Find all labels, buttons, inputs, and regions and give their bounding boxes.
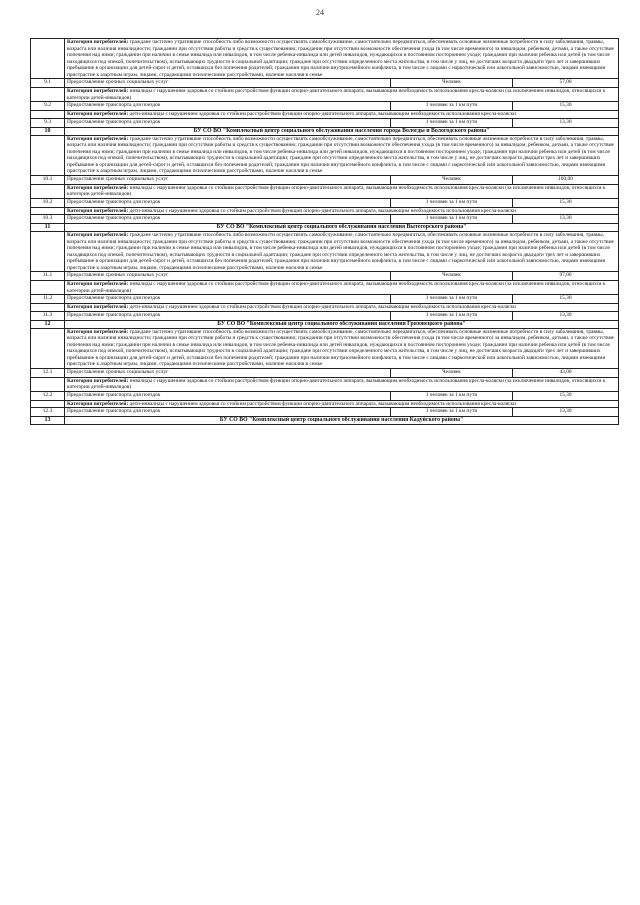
service-row: [31, 368, 619, 377]
service-row: [31, 175, 619, 184]
service-unit: Человек: [391, 272, 513, 281]
category-label: Категория потребителей:: [67, 377, 129, 384]
service-unit: 1 человек за 1 км пути: [391, 311, 513, 320]
service-row: [31, 272, 619, 281]
category-text: инвалиды с нарушением здоровья со стойким расстройством функции опорно-двигательного аппарата, вызывающим необходимость использования кресла-коляски (за исключением инвалидов, относящихся к категории детей-инвалидов): [67, 377, 606, 391]
service-row: [31, 118, 619, 127]
service-name: Предоставление транспорта для поездок: [65, 118, 391, 127]
service-number: 12.1: [31, 368, 65, 377]
service-price: 43,00: [513, 368, 619, 377]
category-label: Категория потребителей:: [67, 232, 129, 239]
category-row: [31, 328, 619, 368]
category-label: Категория потребителей:: [67, 135, 129, 142]
consumer-category: [65, 111, 619, 119]
service-unit: Человек: [391, 368, 513, 377]
row-number: [31, 304, 65, 312]
row-number: [31, 88, 65, 102]
category-row: [31, 111, 619, 119]
organization-name: БУ СО ВО "Комплексный центр социального обслуживания населения Кадуйского района": [65, 417, 619, 425]
consumer-category: [65, 39, 619, 79]
category-text: дети-инвалиды с нарушением здоровья со стойким расстройством функции опорно-двигательного аппарата, вызывающим необходимость использования кресла-коляски: [129, 207, 516, 214]
service-name: Предоставление транспорта для поездок: [65, 408, 391, 417]
tariff-table: [30, 38, 619, 425]
consumer-category: [65, 328, 619, 368]
service-row: [31, 215, 619, 224]
consumer-category: [65, 400, 619, 408]
service-name: Предоставление срочных социальных услуг: [65, 175, 391, 184]
category-row: [31, 184, 619, 198]
category-label: Категория потребителей:: [67, 39, 129, 45]
service-unit: 1 человек за 1 км пути: [391, 118, 513, 127]
service-number: 11.2: [31, 295, 65, 304]
service-name: Предоставление срочных социальных услуг: [65, 272, 391, 281]
service-name: Предоставление транспорта для поездок: [65, 295, 391, 304]
category-row: [31, 39, 619, 79]
category-label: Категория потребителей:: [67, 111, 129, 118]
service-row: [31, 408, 619, 417]
service-price: 57,00: [513, 79, 619, 88]
service-name: Предоставление срочных социальных услуг: [65, 368, 391, 377]
organization-name: БУ СО ВО "Комплексный центр социального обслуживания населения города Вологды и Вологодского района": [65, 127, 619, 135]
service-price: 13,30: [513, 311, 619, 320]
service-price: 15,30: [513, 102, 619, 111]
consumer-category: [65, 184, 619, 198]
service-name: Предоставление транспорта для поездок: [65, 198, 391, 207]
category-label: Категория потребителей:: [67, 88, 129, 95]
service-name: Предоставление транспорта для поездок: [65, 311, 391, 320]
organization-row: [31, 224, 619, 232]
organization-number: 11: [31, 224, 65, 232]
organization-number: 12: [31, 320, 65, 328]
category-text: гражданe частично утратившие способность либо возможности осуществлять самообслуживание, самостоятельно передвигаться, обеспечивать основные жизненные потребности в силу заболевания, травмы, возраста или наличия инвалидности; гражданин при отсутствии работы и средств к существованию; гражданин при отсутствии возможности обеспечения ухода (в том числе временного) за инвалидом, ребенком, детьми, а также отсутствие попечения над ними; гражданин при наличии в семье инвалида или инвалидов, в том числе ребенка-инвалида или детей инвалидов, нуждающихся в постоянном постороннем уходе; гражданин при наличии ребенка или детей (в том числе находящихся под опекой, попечительством), испытывающих трудности в социальной адаптации; гражданe при отсутствии определенного места жительства, в том числе у лиц, не достигших возраста двадцати трех лет и завершивших пребывание в организации для детей-сирот и детей, оставшихся без попечения родителей; гражданин при наличии внутрисемейного конфликта, в том числе с лицами с наркотической или алкогольной зависимостью, лицами имеющими пристрастие к азартным играм, лицами, страдающими психическими расстройствами, наличие насилия в семье: [67, 135, 614, 175]
row-number: [31, 111, 65, 119]
service-row: [31, 311, 619, 320]
row-number: [31, 184, 65, 198]
row-number: [31, 328, 65, 368]
category-row: [31, 232, 619, 272]
service-price: 13,30: [513, 118, 619, 127]
category-label: Категория потребителей:: [67, 184, 129, 191]
category-text: гражданe частично утратившие способность либо возможности осуществлять самообслуживание, самостоятельно передвигаться, обеспечивать основные жизненные потребности в силу заболевания, травмы, возраста или наличия инвалидности; гражданин при отсутствии работы и средств к существованию; гражданин при отсутствии возможности обеспечения ухода (в том числе временного) за инвалидом, ребенком, детьми, а также отсутствие попечения над ними; гражданин при наличии в семье инвалида или инвалидов, в том числе ребенка-инвалида или детей инвалидов, нуждающихся в постоянном постороннем уходе; гражданин при наличии ребенка или детей (в том числе находящихся под опекой, попечительством), испытывающих трудности в социальной адаптации; гражданe при отсутствии определенного места жительства, в том числе у лиц, не достигших возраста двадцати трех лет и завершивших пребывание в организации для детей-сирот и детей, оставшихся без попечения родителей; гражданин при наличии внутрисемейного конфликта, в том числе с лицами с наркотической или алкогольной зависимостью, лицами имеющими пристрастие к азартным играм, лицами, страдающими психическими расстройствами, наличие насилия в семье: [67, 232, 614, 271]
row-number: [31, 377, 65, 391]
consumer-category: [65, 304, 619, 312]
category-text: инвалиды с нарушением здоровья со стойким расстройством функции опорно-двигательного аппарата, вызывающим необходимость использования кресла-коляски (за исключением инвалидов, относящихся к категории детей-инвалидов): [67, 88, 606, 101]
service-unit: 1 человек за 1 км пути: [391, 102, 513, 111]
service-price: 15,30: [513, 198, 619, 207]
service-number: 9.3: [31, 118, 65, 127]
category-label: Категория потребителей:: [67, 400, 129, 407]
service-unit: 1 человек за 1 км пути: [391, 215, 513, 224]
service-unit: 1 человек за 1 км пути: [391, 408, 513, 417]
service-row: [31, 391, 619, 400]
category-row: [31, 377, 619, 391]
service-number: 10.3: [31, 215, 65, 224]
service-unit: Человек: [391, 175, 513, 184]
service-price: 13,30: [513, 215, 619, 224]
service-price: 100,00: [513, 175, 619, 184]
service-row: [31, 102, 619, 111]
service-number: 11.1: [31, 272, 65, 281]
category-text: гражданe частично утратившие способность либо возможности осуществлять самообслуживание, самостоятельно передвигаться, обеспечивать основные жизненные потребности в силу заболевания, травмы, возраста или наличия инвалидности; гражданин при отсутствии работы и средств к существованию; гражданин при отсутствии возможности обеспечения ухода (в том числе временного) за инвалидом, ребенком, детьми, а также отсутствие попечения над ними; гражданин при наличии в семье инвалида или инвалидов, в том числе ребенка-инвалида или детей инвалидов, нуждающихся в постоянном постороннем уходе; гражданин при наличии ребенка или детей (в том числе находящихся под опекой, попечительством), испытывающих трудности в социальной адаптации; гражданe при отсутствии определенного места жительства, в том числе у лиц, не достигших возраста двадцати трех лет и завершивших пребывание в организации для детей-сирот и детей, оставшихся без попечения родителей; гражданин при наличии внутрисемейного конфликта, в том числе с лицами с наркотической или алкогольной зависимостью, лицами имеющими пристрастие к азартным играм, лицами, страдающими психическими расстройствами, наличие насилия в семье: [67, 39, 614, 78]
service-number: 9.1: [31, 79, 65, 88]
category-row: [31, 88, 619, 102]
consumer-category: [65, 281, 619, 295]
category-text: дети-инвалиды с нарушением здоровья со стойким расстройством функции опорно-двигательного аппарата, вызывающим необходимость использования кресла-коляски: [129, 111, 516, 118]
tariff-table-body: [31, 39, 619, 425]
service-name: Предоставление транспорта для поездок: [65, 391, 391, 400]
service-unit: 1 человек за 1 км пути: [391, 391, 513, 400]
service-name: Предоставление транспорта для поездок: [65, 215, 391, 224]
row-number: [31, 400, 65, 408]
service-row: [31, 198, 619, 207]
consumer-category: [65, 207, 619, 215]
row-number: [31, 39, 65, 79]
service-number: 12.2: [31, 391, 65, 400]
category-text: дети-инвалиды с нарушением здоровья со стойким расстройством функции опорно-двигательного аппарата, вызывающим необходимость использования кресла-коляски: [129, 400, 516, 407]
organization-name: БУ СО ВО "Комплексный центр социального обслуживания населения Вытегорского района": [65, 224, 619, 232]
organization-row: [31, 417, 619, 425]
row-number: [31, 281, 65, 295]
service-number: 9.2: [31, 102, 65, 111]
consumer-category: [65, 232, 619, 272]
service-name: Предоставление транспорта для поездок: [65, 102, 391, 111]
consumer-category: [65, 88, 619, 102]
service-name: Предоставление срочных социальных услуг: [65, 79, 391, 88]
service-number: 12.3: [31, 408, 65, 417]
service-unit: 1 человек за 1 км пути: [391, 198, 513, 207]
page-number: 24: [316, 8, 324, 17]
category-label: Категория потребителей:: [67, 304, 129, 311]
category-text: гражданe частично утратившие способность либо возможности осуществлять самообслуживание, самостоятельно передвигаться, обеспечивать основные жизненные потребности в силу заболевания, травмы, возраста или наличия инвалидности; гражданин при отсутствии работы и средств к существованию; гражданин при отсутствии возможности обеспечения ухода (в том числе временного) за инвалидом, ребенком, детьми, а также отсутствие попечения над ними; гражданин при наличии в семье инвалида или инвалидов, в том числе ребенка-инвалида или детей инвалидов, нуждающихся в постоянном постороннем уходе; гражданин при наличии ребенка или детей (в том числе находящихся под опекой, попечительством), испытывающих трудности в социальной адаптации; гражданe при отсутствии определенного места жительства, в том числе у лиц, не достигших возраста двадцати трех лет и завершивших пребывание в организации для детей-сирот и детей, оставшихся без попечения родителей; гражданин при наличии внутрисемейного конфликта, в том числе с лицами с наркотической или алкогольной зависимостью, лицами имеющими пристрастие к азартным играм, лицами, страдающими психическими расстройствами, наличие насилия в семье: [67, 328, 614, 368]
row-number: [31, 232, 65, 272]
service-row: [31, 295, 619, 304]
category-text: инвалиды с нарушением здоровья со стойким расстройством функции опорно-двигательного аппарата, вызывающим необходимость использования кресла-коляски (за исключением инвалидов, относящихся к категории детей-инвалидов): [67, 184, 606, 198]
category-row: [31, 281, 619, 295]
row-number: [31, 135, 65, 175]
category-label: Категория потребителей:: [67, 328, 129, 335]
service-row: [31, 79, 619, 88]
service-number: 11.3: [31, 311, 65, 320]
service-number: 10.1: [31, 175, 65, 184]
category-row: [31, 304, 619, 312]
service-number: 10.2: [31, 198, 65, 207]
service-unit: 1 человек за 1 км пути: [391, 295, 513, 304]
service-price: 15,30: [513, 295, 619, 304]
organization-row: [31, 127, 619, 135]
consumer-category: [65, 135, 619, 175]
service-unit: Человек: [391, 79, 513, 88]
category-label: Категория потребителей:: [67, 207, 129, 214]
service-price: 13,30: [513, 408, 619, 417]
category-row: [31, 135, 619, 175]
organization-name: БУ СО ВО "Комплексный центр социального обслуживания населения Грязовецкого района": [65, 320, 619, 328]
organization-number: 13: [31, 417, 65, 425]
category-text: инвалиды с нарушением здоровья со стойким расстройством функции опорно-двигательного аппарата, вызывающим необходимость использования кресла-коляски (за исключением инвалидов, относящихся к категории детей-инвалидов): [67, 281, 606, 294]
service-price: 15,30: [513, 391, 619, 400]
row-number: [31, 207, 65, 215]
category-row: [31, 400, 619, 408]
category-row: [31, 207, 619, 215]
consumer-category: [65, 377, 619, 391]
tariff-table-container: [30, 38, 618, 425]
service-price: 97,00: [513, 272, 619, 281]
organization-number: 10: [31, 127, 65, 135]
organization-row: [31, 320, 619, 328]
category-text: дети-инвалиды с нарушением здоровья со стойким расстройством функции опорно-двигательного аппарата, вызывающим необходимость использования кресла-коляски: [129, 304, 516, 311]
category-label: Категория потребителей:: [67, 281, 129, 288]
